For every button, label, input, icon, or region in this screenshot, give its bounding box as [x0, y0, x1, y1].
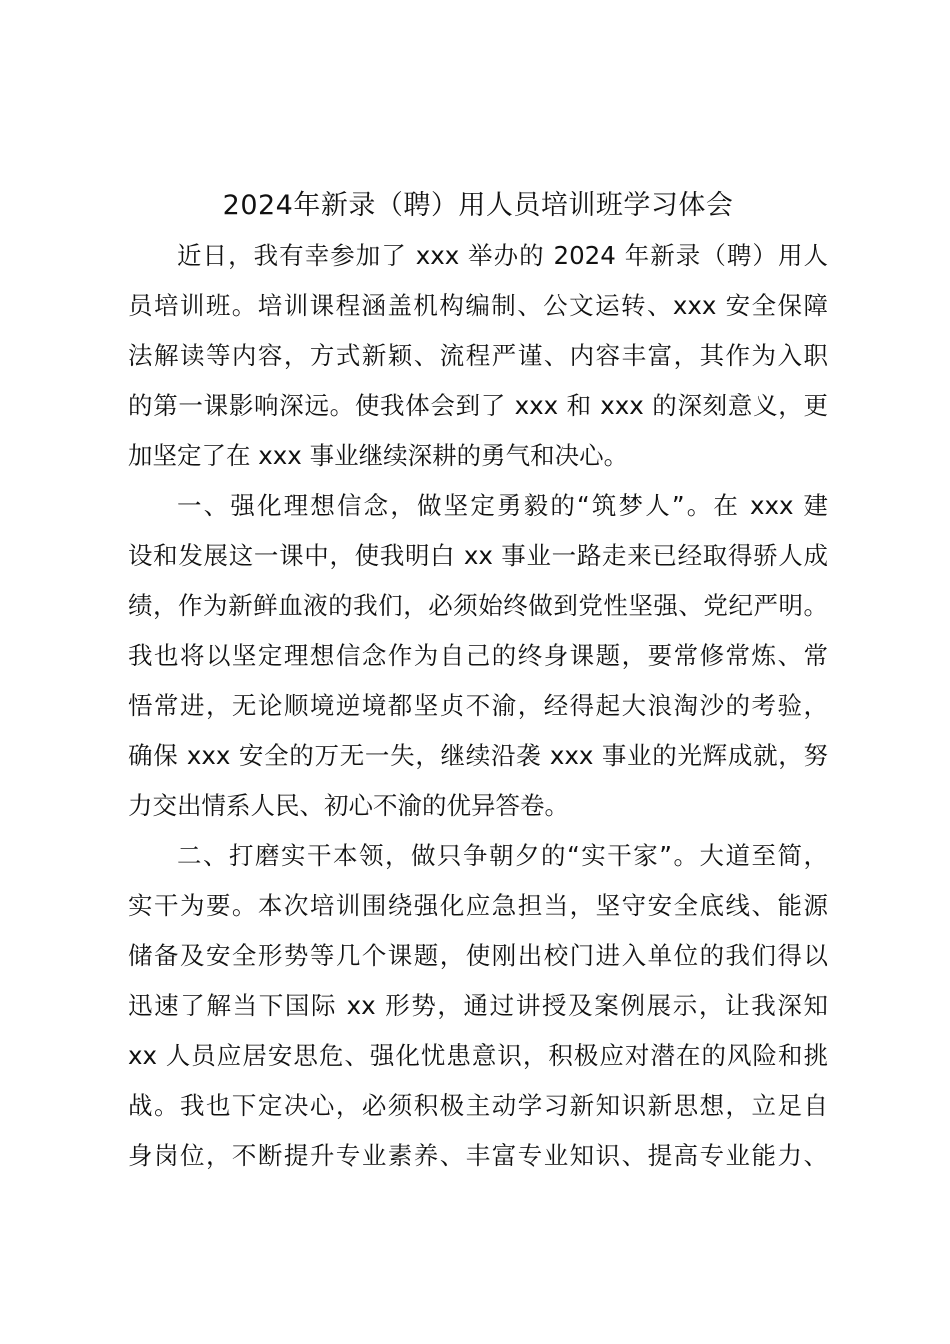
text-line: 身岗位，不断提升专业素养、丰富专业知识、提高专业能力、: [128, 1141, 828, 1170]
text-line: 我也将以坚定理想信念作为自己的终身课题，要常修常炼、常: [128, 641, 828, 670]
document-body: [128, 231, 828, 1181]
text-line: 绩，作为新鲜血液的我们，必须始终做到党性坚强、党纪严明。: [128, 591, 828, 620]
text-line: 二、打磨实干本领，做只争朝夕的“实干家”。大道至简，: [177, 841, 828, 870]
text-line: 力交出情系人民、初心不渝的优异答卷。: [128, 791, 569, 820]
paragraph-intro: [128, 231, 828, 481]
text-line: 近日，我有幸参加了 xxx 举办的 2024 年新录（聘）用人: [177, 241, 828, 270]
text-line: 实干为要。本次培训围绕强化应急担当，坚守安全底线、能源: [128, 891, 828, 920]
text-line: 设和发展这一课中，使我明白 xx 事业一路走来已经取得骄人成: [128, 541, 828, 570]
paragraph-section-1: [128, 481, 828, 831]
text-line: xx 人员应居安思危、强化忧患意识，积极应对潜在的风险和挑: [128, 1041, 828, 1070]
text-line: 储备及安全形势等几个课题，使刚出校门进入单位的我们得以: [128, 941, 828, 970]
paragraph-section-2: [128, 831, 828, 1181]
text-line: 一、强化理想信念，做坚定勇毅的“筑梦人”。在 xxx 建: [177, 491, 828, 520]
text-line: 迅速了解当下国际 xx 形势，通过讲授及案例展示，让我深知: [128, 991, 828, 1020]
text-line: 悟常进，无论顺境逆境都坚贞不渝，经得起大浪淘沙的考验，: [128, 691, 828, 720]
text-line: 的第一课影响深远。使我体会到了 xxx 和 xxx 的深刻意义，更: [128, 391, 828, 420]
text-line: 战。我也下定决心，必须积极主动学习新知识新思想，立足自: [128, 1091, 828, 1120]
text-line: 员培训班。培训课程涵盖机构编制、公文运转、xxx 安全保障: [128, 291, 828, 320]
document-title: 2024年新录（聘）用人员培训班学习体会: [222, 190, 734, 221]
text-line: 确保 xxx 安全的万无一失，继续沿袭 xxx 事业的光辉成就，努: [128, 741, 828, 770]
text-line: 法解读等内容，方式新颖、流程严谨、内容丰富，其作为入职: [128, 341, 828, 370]
text-line: 加坚定了在 xxx 事业继续深耕的勇气和决心。: [128, 441, 629, 470]
